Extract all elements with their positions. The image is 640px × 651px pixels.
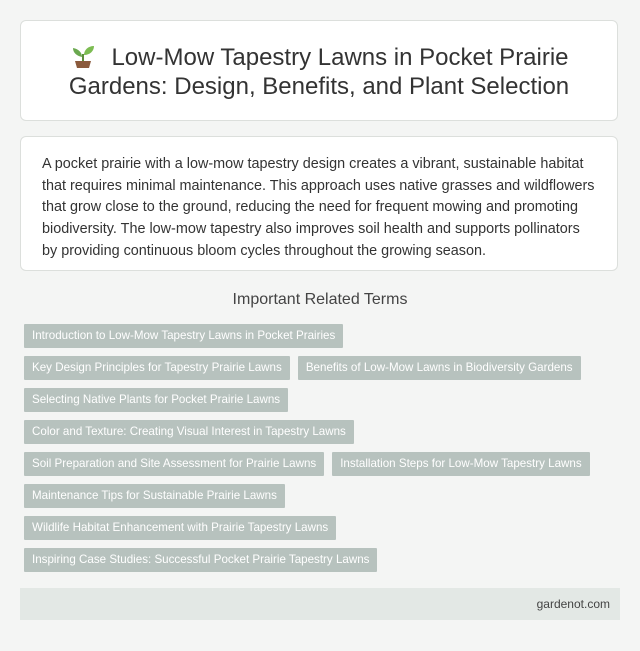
page-title-text: Low-Mow Tapestry Lawns in Pocket Prairie Gardens: Design, Benefits, and Plant Selection bbox=[68, 44, 570, 100]
sprout-icon bbox=[69, 43, 97, 69]
related-terms-heading: Important Related Terms bbox=[232, 291, 408, 308]
related-terms-list bbox=[24, 324, 624, 580]
footer bbox=[20, 588, 620, 620]
related-term-tag[interactable]: Benefits of Low-Mow Lawns in Biodiversity Gardens bbox=[298, 356, 581, 380]
related-term-tag[interactable]: Key Design Principles for Tapestry Prairie Lawns bbox=[24, 356, 290, 380]
intro-card bbox=[20, 136, 618, 271]
tag-row bbox=[24, 324, 624, 348]
related-term-tag[interactable]: Introduction to Low-Mow Tapestry Lawns in Pocket Prairies bbox=[24, 324, 343, 348]
related-term-tag[interactable]: Maintenance Tips for Sustainable Prairie Lawns bbox=[24, 484, 285, 508]
tag-row bbox=[24, 548, 624, 572]
tag-row bbox=[24, 388, 624, 412]
tag-row bbox=[24, 356, 624, 380]
title-card bbox=[20, 20, 618, 121]
related-term-tag[interactable]: Soil Preparation and Site Assessment for Prairie Lawns bbox=[24, 452, 324, 476]
related-term-tag[interactable]: Color and Texture: Creating Visual Interest in Tapestry Lawns bbox=[24, 420, 354, 444]
intro-paragraph: A pocket prairie with a low-mow tapestry design creates a vibrant, sustainable habitat that requires minimal maintenance. This approach uses native grasses and wildflowers that grow close to the ground, reducing the need for frequent mowing and promoting biodiversity. The low-mow tapestry also improves soil health and supports pollinators by providing continuous bloom cycles throughout the growing season. bbox=[42, 156, 595, 259]
related-term-tag[interactable]: Installation Steps for Low-Mow Tapestry Lawns bbox=[332, 452, 589, 476]
footer-domain-link[interactable]: gardenot.com bbox=[536, 597, 610, 611]
tag-row bbox=[24, 484, 624, 508]
tag-row bbox=[24, 516, 624, 540]
related-term-tag[interactable]: Wildlife Habitat Enhancement with Prairie Tapestry Lawns bbox=[24, 516, 336, 540]
related-term-tag[interactable]: Selecting Native Plants for Pocket Prairie Lawns bbox=[24, 388, 288, 412]
tag-row bbox=[24, 420, 624, 444]
tag-row bbox=[24, 452, 624, 476]
page-title bbox=[21, 43, 617, 101]
related-term-tag[interactable]: Inspiring Case Studies: Successful Pocket Prairie Tapestry Lawns bbox=[24, 548, 377, 572]
